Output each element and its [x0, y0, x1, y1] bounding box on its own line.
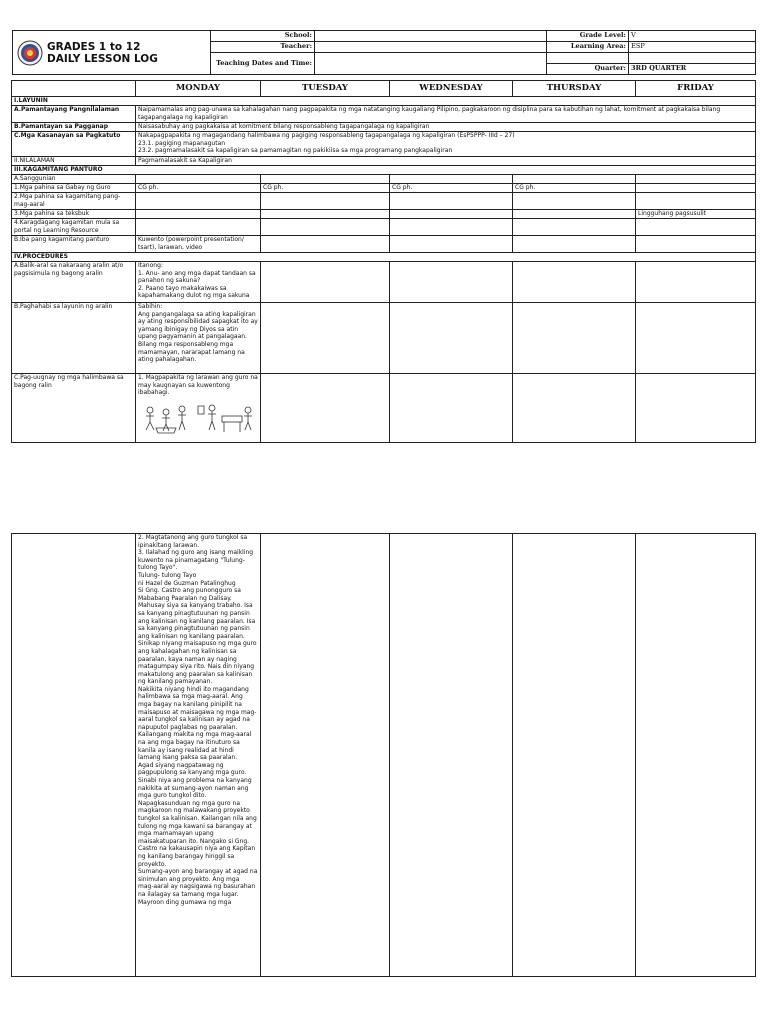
story-line: tungkol sa kalinisan. Kailangan nila ang	[138, 814, 257, 822]
paghahabi-line-1: Sabihin:	[138, 303, 163, 310]
day-header-wednesday: WEDNESDAY	[390, 81, 513, 97]
story-line: sa kanyang pinagtutuunan ng pansin	[138, 625, 250, 633]
kagamitang-thu[interactable]	[513, 193, 636, 210]
sanggunian-mon[interactable]	[136, 175, 261, 184]
teacher-field[interactable]	[315, 42, 547, 53]
story-line: Si Gng. Castro ang punongguro sa	[138, 587, 241, 595]
gabay-mon[interactable]: CG ph.	[136, 184, 261, 193]
balik-thu[interactable]	[513, 262, 636, 303]
story-line: ang kahalagahan ng kalinisan sa	[138, 647, 237, 655]
iba-label: B.Iba pang kagamitang panturo	[12, 236, 136, 253]
story-line: halimbawa sa mga mag-aaral. Ang	[138, 693, 243, 701]
teaching-dates-label: Teaching Dates and Time:	[211, 53, 315, 75]
story-line: mga guro tungkol dito.	[138, 792, 207, 800]
nilalaman-label: II.NILALAMAN	[12, 157, 136, 166]
deped-seal-icon	[17, 40, 43, 66]
iba-fri[interactable]	[636, 236, 756, 253]
paghahabi-fri[interactable]	[636, 303, 756, 374]
teaching-dates-field[interactable]	[315, 53, 547, 75]
balik-fri[interactable]	[636, 262, 756, 303]
kagamitang-fri[interactable]	[636, 193, 756, 210]
kagamitang-label: 2.Mga pahina sa kagamitang pang-mag-aaral	[12, 193, 136, 210]
sanggunian-tue[interactable]	[261, 175, 390, 184]
kasanayan-value[interactable]	[136, 132, 756, 157]
balik-line-1: Itanong:	[138, 262, 163, 269]
story-line: kanila ay isang realidad at hindi	[138, 746, 234, 754]
section-layunin: I.LAYUNIN	[12, 97, 756, 106]
balik-tue[interactable]	[261, 262, 390, 303]
continuation-tue[interactable]	[261, 534, 390, 977]
title-line-1: GRADES 1 to 12	[47, 40, 141, 53]
story-line: aaral tungkol sa kalinisan ay agad na	[138, 716, 250, 724]
continuation-label	[12, 534, 136, 977]
story-line: Nakikita niyang hindi ito magandang	[138, 685, 249, 693]
iba-thu[interactable]	[513, 236, 636, 253]
sanggunian-label: A.Sanggunian	[12, 175, 136, 184]
story-line: proyekto.	[138, 860, 167, 868]
balik-wed[interactable]	[390, 262, 513, 303]
story-line: Kailangang makita ng mga mag-aaral	[138, 731, 252, 739]
lesson-log-table	[11, 80, 756, 443]
teksbuk-fri[interactable]: Lingguhang pagsusulit	[636, 210, 756, 219]
karagdagang-wed[interactable]	[390, 219, 513, 236]
kagamitang-tue[interactable]	[261, 193, 390, 210]
paghahabi-thu[interactable]	[513, 303, 636, 374]
gabay-tue[interactable]: CG ph.	[261, 184, 390, 193]
day-header-empty	[12, 81, 136, 97]
story-line: nakikita at sumang-ayon naman ang	[138, 784, 249, 792]
balik-label: A.Balik-aral sa nakaraang aralin at/o pagsisimula ng bagong aralin	[12, 262, 136, 303]
pag-uugnay-label: C.Pag-uugnay ng mga halimbawa sa bagong ralin	[12, 374, 136, 443]
story-line: ng kanilang pamayanan.	[138, 678, 213, 686]
pamantayan-value[interactable]: Naipamamalas ang pag-unawa sa kahalagahan nang pagpapakita ng mga natatanging kaugaliang Pilipino, pagkakaroon ng disiplina para sa kabutihan ng lahat, komitment at pagkakaisa bilang tagapangalaga ng kapaligiran	[136, 106, 756, 123]
gabay-fri[interactable]	[636, 184, 756, 193]
story-line: na ang mga bagay na itinuturo sa	[138, 739, 240, 747]
story-line: magkaroon ng malawakang proyekto	[138, 807, 250, 815]
day-header-row	[12, 81, 756, 97]
teksbuk-mon[interactable]	[136, 210, 261, 219]
gabay-label: 1.Mga pahina sa Gabay ng Guro	[12, 184, 136, 193]
day-header-monday: MONDAY	[136, 81, 261, 97]
karagdagang-tue[interactable]	[261, 219, 390, 236]
school-label: School:	[211, 31, 315, 42]
continuation-thu[interactable]	[513, 534, 636, 977]
paghahabi-label: B.Paghahabi sa layunin ng aralin	[12, 303, 136, 374]
story-line: na ilalagay sa tamang mga lugar.	[138, 890, 239, 898]
story-line: matagumpay siya rito. Nais din niyang	[138, 663, 255, 671]
pag-uugnay-fri[interactable]	[636, 374, 756, 443]
story-line: mga bagay na kanilang pinipilit na	[138, 701, 242, 709]
kagamitang-wed[interactable]	[390, 193, 513, 210]
karagdagang-thu[interactable]	[513, 219, 636, 236]
story-line: paaralan, kaya naman ay naging	[138, 655, 237, 663]
continuation-table	[11, 533, 756, 977]
iba-mon[interactable]: Kuwento (powerpoint presentation/ tsart), larawan, video	[136, 236, 261, 253]
school-field[interactable]	[315, 31, 547, 42]
story-line: ng kanilang barangay hinggil sa	[138, 852, 235, 860]
story-line: 2. Magtatanong ang guro tungkol sa	[138, 534, 248, 541]
continuation-row	[12, 534, 756, 977]
story-line: Sinikap niyang maisapuso ng mga guro	[138, 640, 257, 648]
blank-label	[547, 53, 629, 64]
karagdagang-fri[interactable]	[636, 219, 756, 236]
grade-level-label: Grade Level:	[547, 31, 629, 42]
gabay-thu[interactable]: CG ph.	[513, 184, 636, 193]
gabay-wed[interactable]: CG ph.	[390, 184, 513, 193]
teksbuk-wed[interactable]	[390, 210, 513, 219]
story-line: Sinabi niya ang problema na kanyang	[138, 777, 252, 784]
pag-uugnay-tue[interactable]	[261, 374, 390, 443]
story-line: Castro na kakausapin niya ang Kapitan	[138, 845, 256, 853]
story-line: Agad siyang nagpatawag ng	[138, 761, 224, 769]
story-line: maisakatuparan ito. Nangako si Gng.	[138, 837, 250, 845]
story-line: Napagkasunduan ng mga guro na	[138, 799, 240, 807]
karagdagang-mon[interactable]	[136, 219, 261, 236]
pagganap-label: B.Pamantayan sa Pagganap	[12, 123, 136, 132]
teksbuk-thu[interactable]	[513, 210, 636, 219]
teacher-label: Teacher:	[211, 42, 315, 53]
nilalaman-value[interactable]: Pagmamalasakit sa Kapaligiran	[136, 157, 756, 166]
balik-line-3: 2. Paano tayo makakaiwas sa kapahamakang dulot ng mga sakuna	[138, 284, 250, 300]
story-line: Mayroon ding gumawa ng mga	[138, 898, 232, 906]
story-line: ni Hazel de Guzman Patalinghug	[138, 579, 236, 587]
story-illustration-image	[138, 400, 256, 436]
continuation-mon[interactable]	[136, 534, 261, 977]
story-line: Mahusay siya sa kanyang trabaho. Isa	[138, 602, 253, 610]
pag-uugnay-line: 1. Magpapakita ng larawan ang guro na may kaugnayan sa kuwentong ibabahagi.	[138, 374, 258, 397]
quarter-value[interactable]: 3RD QUARTER	[629, 64, 756, 75]
kagamitang-mon[interactable]	[136, 193, 261, 210]
continuation-fri[interactable]	[636, 534, 756, 977]
title-line-2: DAILY LESSON LOG	[47, 52, 158, 65]
story-line: ang kalinisan ng kanilang paaralan. Isa	[138, 617, 256, 625]
iba-wed[interactable]	[390, 236, 513, 253]
story-line: pagpupulong sa kanyang mga guro.	[138, 769, 247, 777]
story-line: ang kalinisan ng kanilang paaralan.	[138, 632, 245, 640]
sanggunian-thu[interactable]	[513, 175, 636, 184]
title-cell	[13, 31, 211, 75]
story-line: Mababang Paaralan ng Dalisay.	[138, 594, 232, 602]
quarter-label: Quarter:	[547, 64, 629, 75]
story-line: mga mamamayan upang	[138, 830, 214, 838]
balik-mon[interactable]	[136, 262, 261, 303]
story-line: mag-aaral ay nagsigawa ng basurahan	[138, 883, 256, 891]
kasanayan-line-3: 23.2. pagmamalasakit sa kapaligiran sa pamamagitan ng pakikiisa sa mga programang pangkapaligiran	[138, 147, 453, 155]
story-line: kuwento na pinamagatang "Tulung-	[138, 556, 245, 564]
story-line: napuputol paglabas ng paaralan.	[138, 723, 238, 731]
teksbuk-tue[interactable]	[261, 210, 390, 219]
pag-uugnay-mon[interactable]	[136, 374, 261, 443]
sanggunian-fri[interactable]	[636, 175, 756, 184]
paghahabi-line-2: Ang pangangalaga sa ating kapaligiran ay ating responsibilidad sapagkat ito ay yamang ibinigay ng Diyos sa atin upang pagyamanin at pangalagaan. Bilang mga responsableng mga mamamayan, nararapat lamang na ating pahalagahan.	[138, 310, 258, 364]
grade-level-value[interactable]: V	[629, 31, 756, 42]
section-kagamitan: III.KAGAMITANG PANTURO	[12, 166, 756, 175]
paghahabi-wed[interactable]	[390, 303, 513, 374]
continuation-wed[interactable]	[390, 534, 513, 977]
pag-uugnay-thu[interactable]	[513, 374, 636, 443]
balik-line-2: 1. Anu- ano ang mga dapat tandaan sa panahon ng sakuna?	[138, 269, 256, 285]
day-header-friday: FRIDAY	[636, 81, 756, 97]
paghahabi-tue[interactable]	[261, 303, 390, 374]
learning-area-label: Learning Area:	[547, 42, 629, 53]
kasanayan-line-1: Nakapagpapakita ng magagandang halimbawa ng pagiging responsableng tagapangalaga ng kapaligiran (EsP5PPP- IIId – 27)	[138, 132, 515, 139]
story-line: Tulung- tulong Tayo	[138, 571, 197, 579]
story-line: sinimulan ang proyekto. Ang mga	[138, 875, 240, 883]
story-line: ipinakitang larawan.	[138, 541, 200, 549]
pamantayan-label: A.Pamantayang Pangnilalaman	[12, 106, 136, 123]
section-procedures: IV.PROCEDURES	[12, 253, 756, 262]
story-line: tulong Tayo".	[138, 564, 178, 572]
karagdagang-label: 4.Karagdagang kagamitan mula sa portal ng Learning Resource	[12, 219, 136, 236]
blank-field	[629, 53, 756, 64]
pagganap-value[interactable]: Naisasabuhay ang pagkakaisa at komitment bilang responsableng tagapangalaga ng kapaligiran	[136, 123, 756, 132]
kasanayan-label: C.Mga Kasanayan sa Pagkatuto	[12, 132, 136, 157]
day-header-tuesday: TUESDAY	[261, 81, 390, 97]
teksbuk-label: 3.Mga pahina sa teksbuk	[12, 210, 136, 219]
story-line: makatulong ang paaralan sa kalinisan	[138, 670, 253, 678]
day-header-thursday: THURSDAY	[513, 81, 636, 97]
story-line: lamang isang paksa sa paaralan.	[138, 754, 238, 762]
story-text	[138, 534, 258, 906]
learning-area-value[interactable]: ESP	[629, 42, 756, 53]
story-line: tulong ng mga kawani sa barangay at	[138, 822, 252, 830]
paghahabi-mon[interactable]	[136, 303, 261, 374]
sanggunian-wed[interactable]	[390, 175, 513, 184]
iba-tue[interactable]	[261, 236, 390, 253]
story-line: sa kanyang pinagtutuunan ng pansin	[138, 609, 250, 617]
story-line: maisapuso at maisagawa ng mga mag-	[138, 708, 257, 716]
pag-uugnay-wed[interactable]	[390, 374, 513, 443]
kasanayan-line-2: 23.1. pagiging mapanagutan	[138, 139, 226, 147]
story-line: 3. Ilalahad ng guro ang isang maikling	[138, 549, 254, 557]
header-table	[12, 30, 756, 75]
story-line: Sumang-ayon ang barangay at agad na	[138, 868, 258, 876]
